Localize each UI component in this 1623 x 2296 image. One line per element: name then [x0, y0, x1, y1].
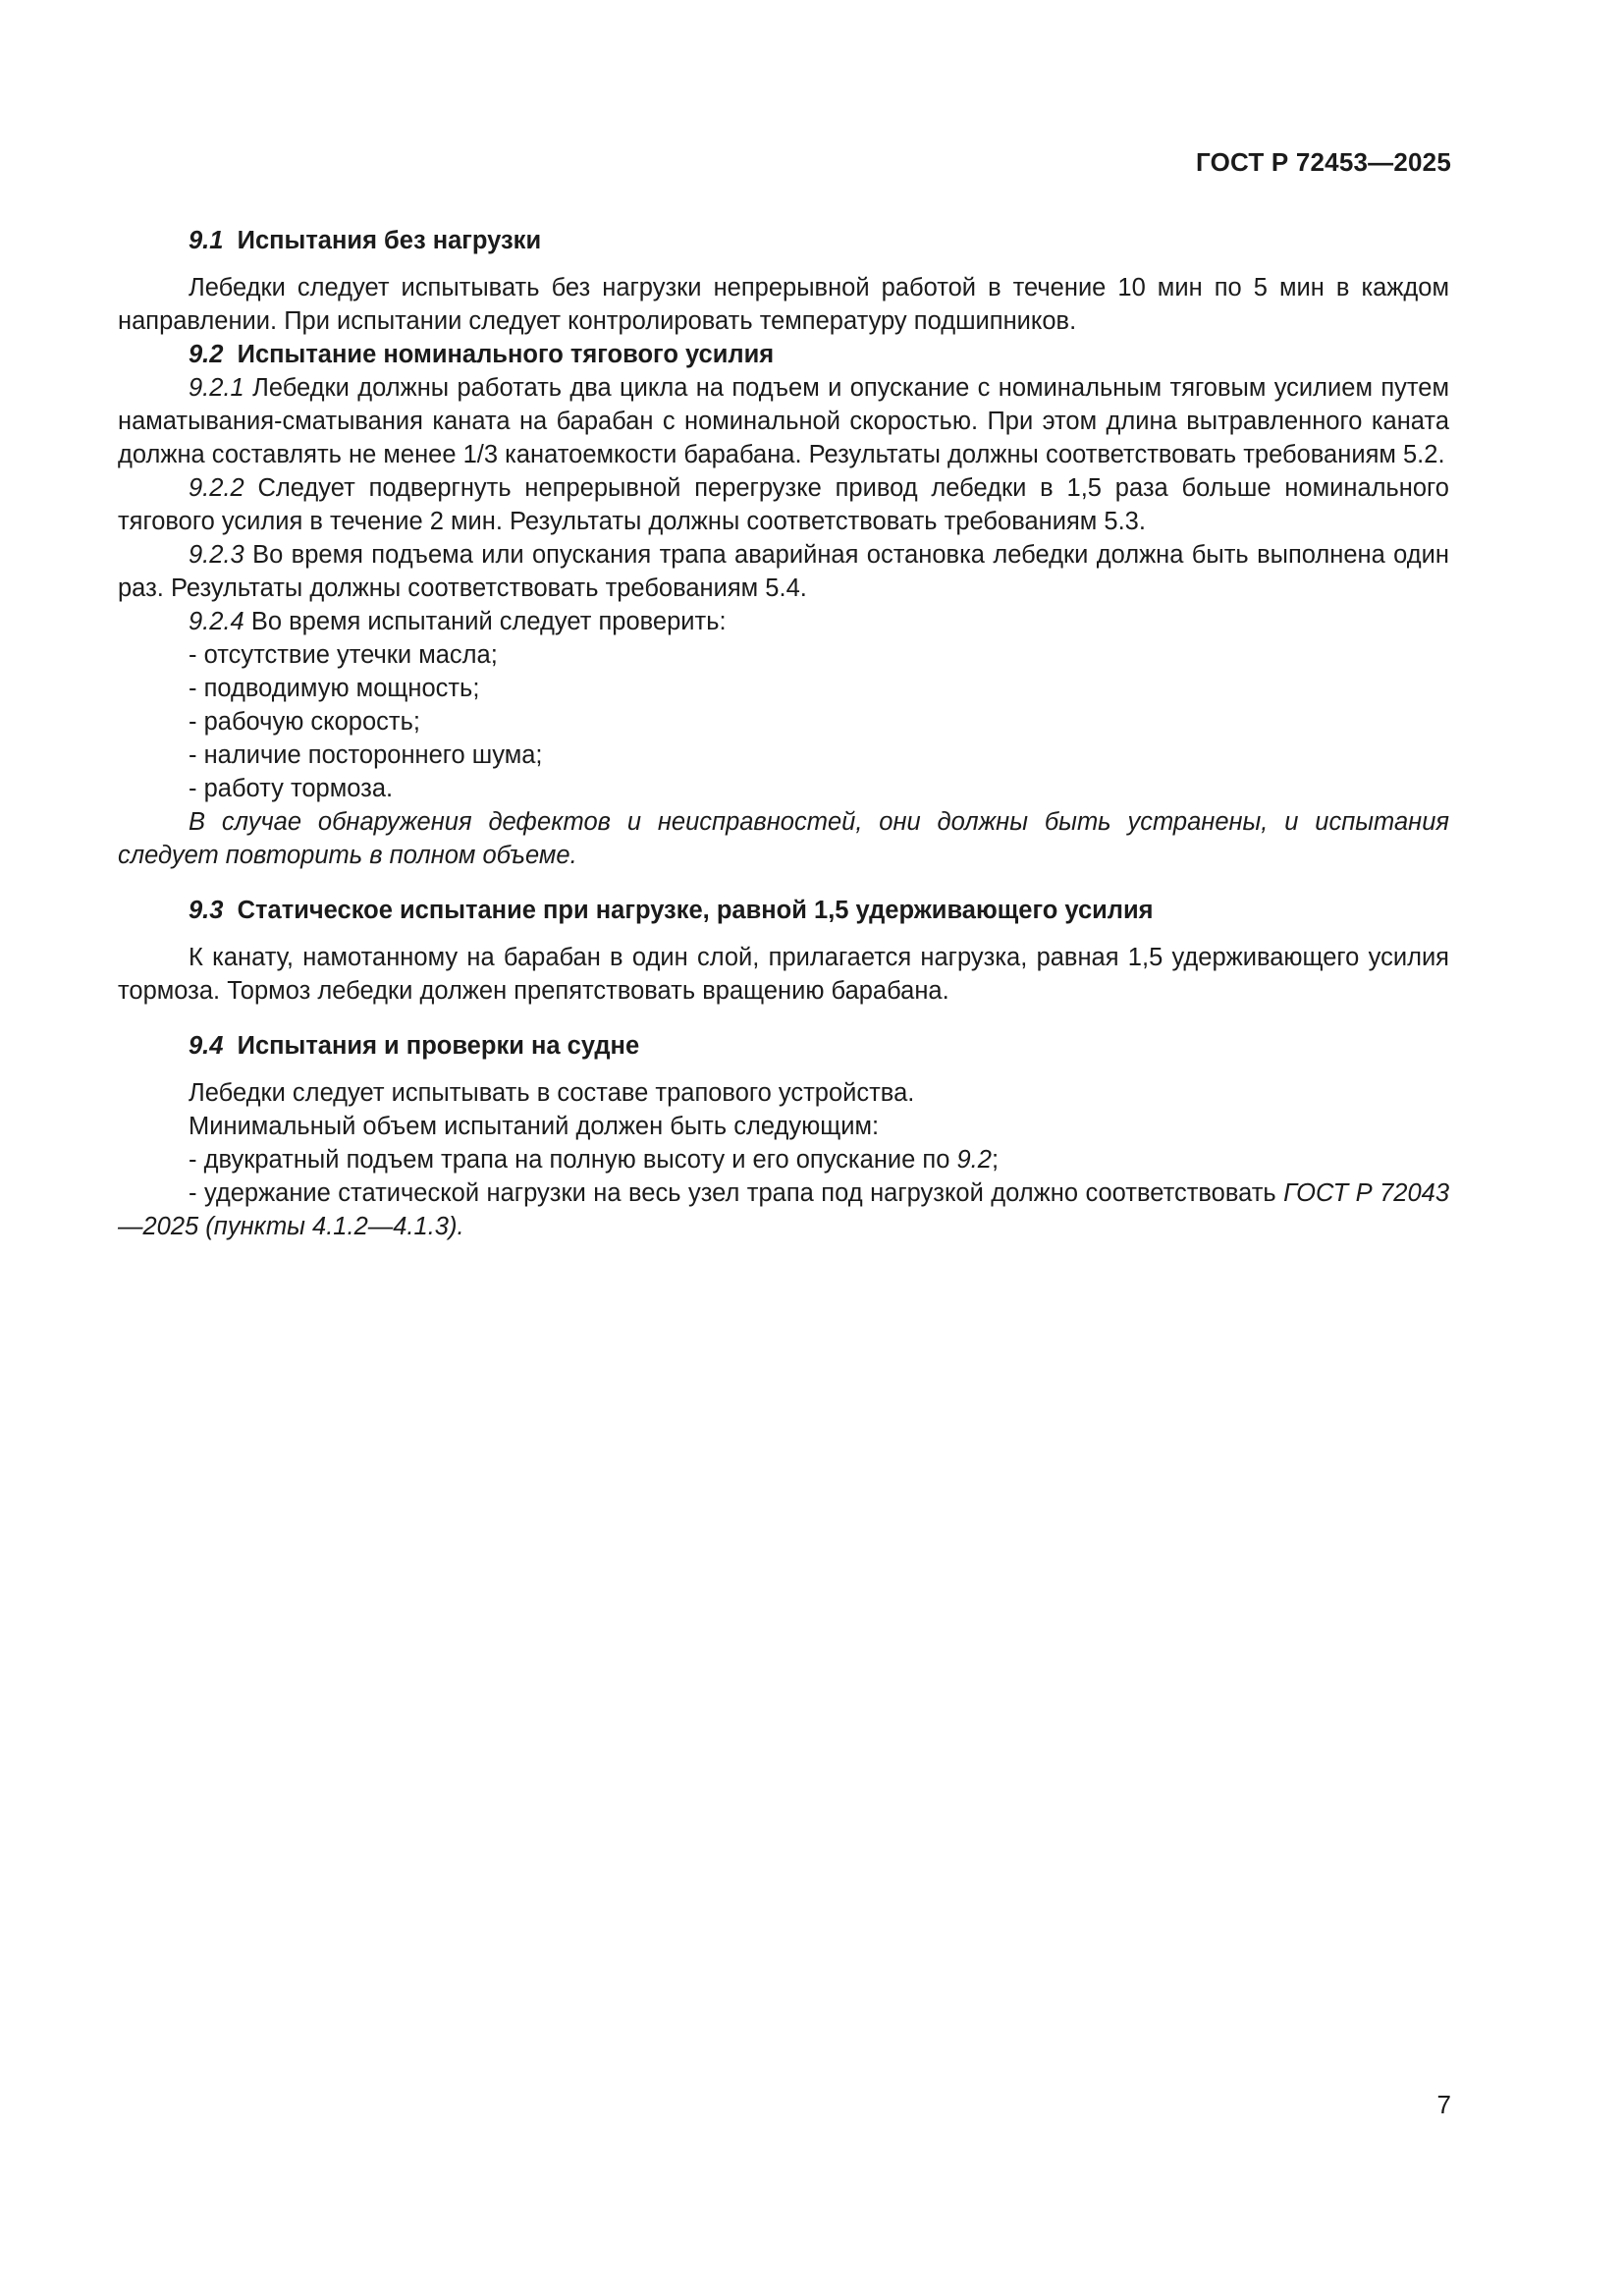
section-title: Испытание номинального тягового усилия [237, 341, 775, 368]
list-item-text: - двукратный подъем трапа на полную высоту и его опускание по [189, 1146, 957, 1174]
paragraph-9-2-3 [118, 538, 1449, 605]
section-heading-9-1 [118, 224, 1449, 257]
paragraph: К канату, намотанному на барабан в один слой, прилагается нагрузка, равная 1,5 удерживающего усилия тормоза. Тормоз лебедки должен препятствовать вращению барабана. [118, 944, 1449, 1005]
section-title: Испытания и проверки на судне [237, 1032, 640, 1060]
list-item [118, 1176, 1449, 1243]
section-heading-9-4 [118, 1029, 1449, 1063]
section-number: 9.2 [189, 341, 224, 368]
clause-text: Следует подвергнуть непрерывной перегрузке привод лебедки в 1,5 раза больше номинального тягового усилия в течение 2 мин. Результаты должны соответствовать требованиям 5.3. [118, 474, 1449, 535]
section-number: 9.3 [189, 897, 224, 924]
paragraph-9-2-4 [118, 605, 1449, 638]
note-paragraph: В случае обнаружения дефектов и неисправностей, они должны быть устранены, и испытания следует повторить в полном объеме. [118, 808, 1449, 869]
paragraph-9-2-2 [118, 471, 1449, 538]
list-item: - работу тормоза. [189, 775, 394, 802]
clause-text: Во время подъема или опускания трапа аварийная остановка лебедки должна быть выполнена один раз. Результаты должны соответствовать требованиям 5.4. [118, 541, 1449, 602]
clause-text: Лебедки должны работать два цикла на подъем и опускание с номинальным тяговым усилием путем наматывания-сматывания каната на барабан с номинальной скоростью. При этом длина вытравленного каната должна составлять не менее 1/3 канатоемкости барабана. Результаты должны соответствовать требованиям 5.2. [118, 374, 1449, 468]
document-body [118, 224, 1449, 1243]
document-id-header: ГОСТ Р 72453—2025 [1196, 147, 1451, 177]
standard-reference: ГОСТ Р 72043—2025 (пункты 4.1.2—4.1.3). [118, 1179, 1449, 1240]
paragraph: Минимальный объем испытаний должен быть следующим: [189, 1113, 880, 1140]
section-number: 9.1 [189, 227, 224, 254]
clause-number: 9.2.4 [189, 608, 244, 635]
paragraph-9-2-1 [118, 371, 1449, 471]
page-number: 7 [1436, 2090, 1451, 2119]
clause-number: 9.2.1 [189, 374, 244, 402]
section-heading-9-2 [118, 338, 1449, 371]
list-item-text: - удержание статической нагрузки на весь узел трапа под нагрузкой должно соответствовать [189, 1179, 1284, 1207]
section-title: Испытания без нагрузки [237, 227, 542, 254]
list-item: - отсутствие утечки масла; [189, 641, 498, 669]
clause-number: 9.2.2 [189, 474, 244, 502]
list-item [118, 1143, 1449, 1176]
clause-reference: 9.2 [956, 1146, 992, 1174]
section-heading-9-3 [118, 894, 1449, 927]
list-item: - наличие постороннего шума; [189, 741, 543, 769]
clause-text: Во время испытаний следует проверить: [250, 608, 727, 635]
paragraph: Лебедки следует испытывать в составе трапового устройства. [189, 1079, 915, 1107]
section-title: Статическое испытание при нагрузке, равной 1,5 удерживающего усилия [237, 897, 1154, 924]
clause-number: 9.2.3 [189, 541, 244, 569]
list-item-punct: ; [991, 1146, 1000, 1174]
section-number: 9.4 [189, 1032, 224, 1060]
paragraph: Лебедки следует испытывать без нагрузки непрерывной работой в течение 10 мин по 5 мин в каждом направлении. При испытании следует контролировать температуру подшипников. [118, 274, 1449, 335]
list-item: - рабочую скорость; [189, 708, 420, 736]
list-item: - подводимую мощность; [189, 675, 480, 702]
